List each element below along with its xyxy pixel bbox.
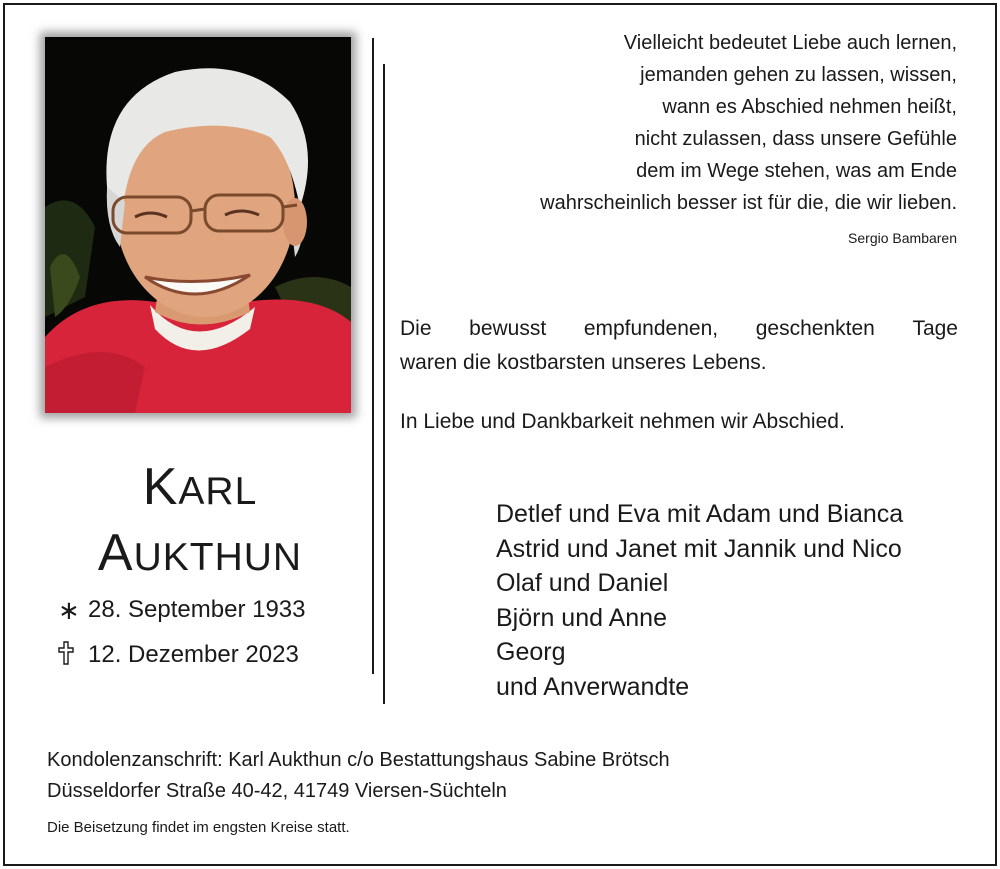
poem-line: wahrscheinlich besser ist für die, die wir lieben.: [540, 192, 957, 214]
last-name: AUKTHUN: [97, 524, 303, 582]
portrait-photo: [45, 37, 351, 413]
mourner-line: und Anverwandte: [496, 672, 690, 701]
mourners-list: [496, 497, 903, 704]
poem-author: Sergio Bambaren: [848, 230, 957, 246]
farewell-line: In Liebe und Dankbarkeit nehmen wir Abschied.: [400, 410, 845, 433]
birth-date: 28. September 1933: [88, 596, 306, 623]
mourner-line: Detlef und Eva mit Adam und Bianca: [496, 500, 904, 528]
burial-note: Die Beisetzung findet im engsten Kreise statt.: [47, 819, 350, 836]
poem-line: wann es Abschied nehmen heißt,: [662, 96, 957, 118]
death-date: 12. Dezember 2023: [88, 641, 299, 668]
mourner-line: Björn und Anne: [496, 603, 667, 632]
vertical-divider-right: [383, 64, 385, 704]
message-line-1: Die bewusst empfundenen, geschenkten Tage: [400, 317, 958, 340]
memorial-message: [400, 312, 958, 380]
mourner-line: Olaf und Daniel: [496, 569, 669, 597]
mourner-line: Astrid und Janet mit Jannik und Nico: [496, 534, 902, 563]
first-name: KARL: [142, 458, 258, 516]
condolence-line-1: Kondolenzanschrift: Karl Aukthun c/o Bestattungshaus Sabine Brötsch: [47, 749, 670, 771]
asterisk-icon: ∗: [58, 595, 80, 625]
portrait-image: [45, 37, 351, 413]
poem: [397, 27, 957, 219]
poem-line: jemanden gehen zu lassen, wissen,: [640, 64, 957, 86]
condolence-line-2: Düsseldorfer Straße 40-42, 41749 Viersen-Süchteln: [47, 780, 507, 802]
poem-line: dem im Wege stehen, was am Ende: [636, 160, 957, 182]
condolence-address: [47, 745, 670, 807]
vertical-divider-left: [372, 38, 374, 674]
message-line-2: waren die kostbarsten unseres Lebens.: [400, 351, 767, 374]
poem-line: nicht zulassen, dass unsere Gefühle: [634, 128, 957, 150]
mourner-line: Georg: [496, 638, 566, 666]
cross-icon: [58, 641, 88, 669]
birth-date-row: [58, 597, 306, 623]
death-date-row: [58, 641, 299, 669]
poem-line: Vielleicht bedeutet Liebe auch lernen,: [623, 32, 957, 54]
